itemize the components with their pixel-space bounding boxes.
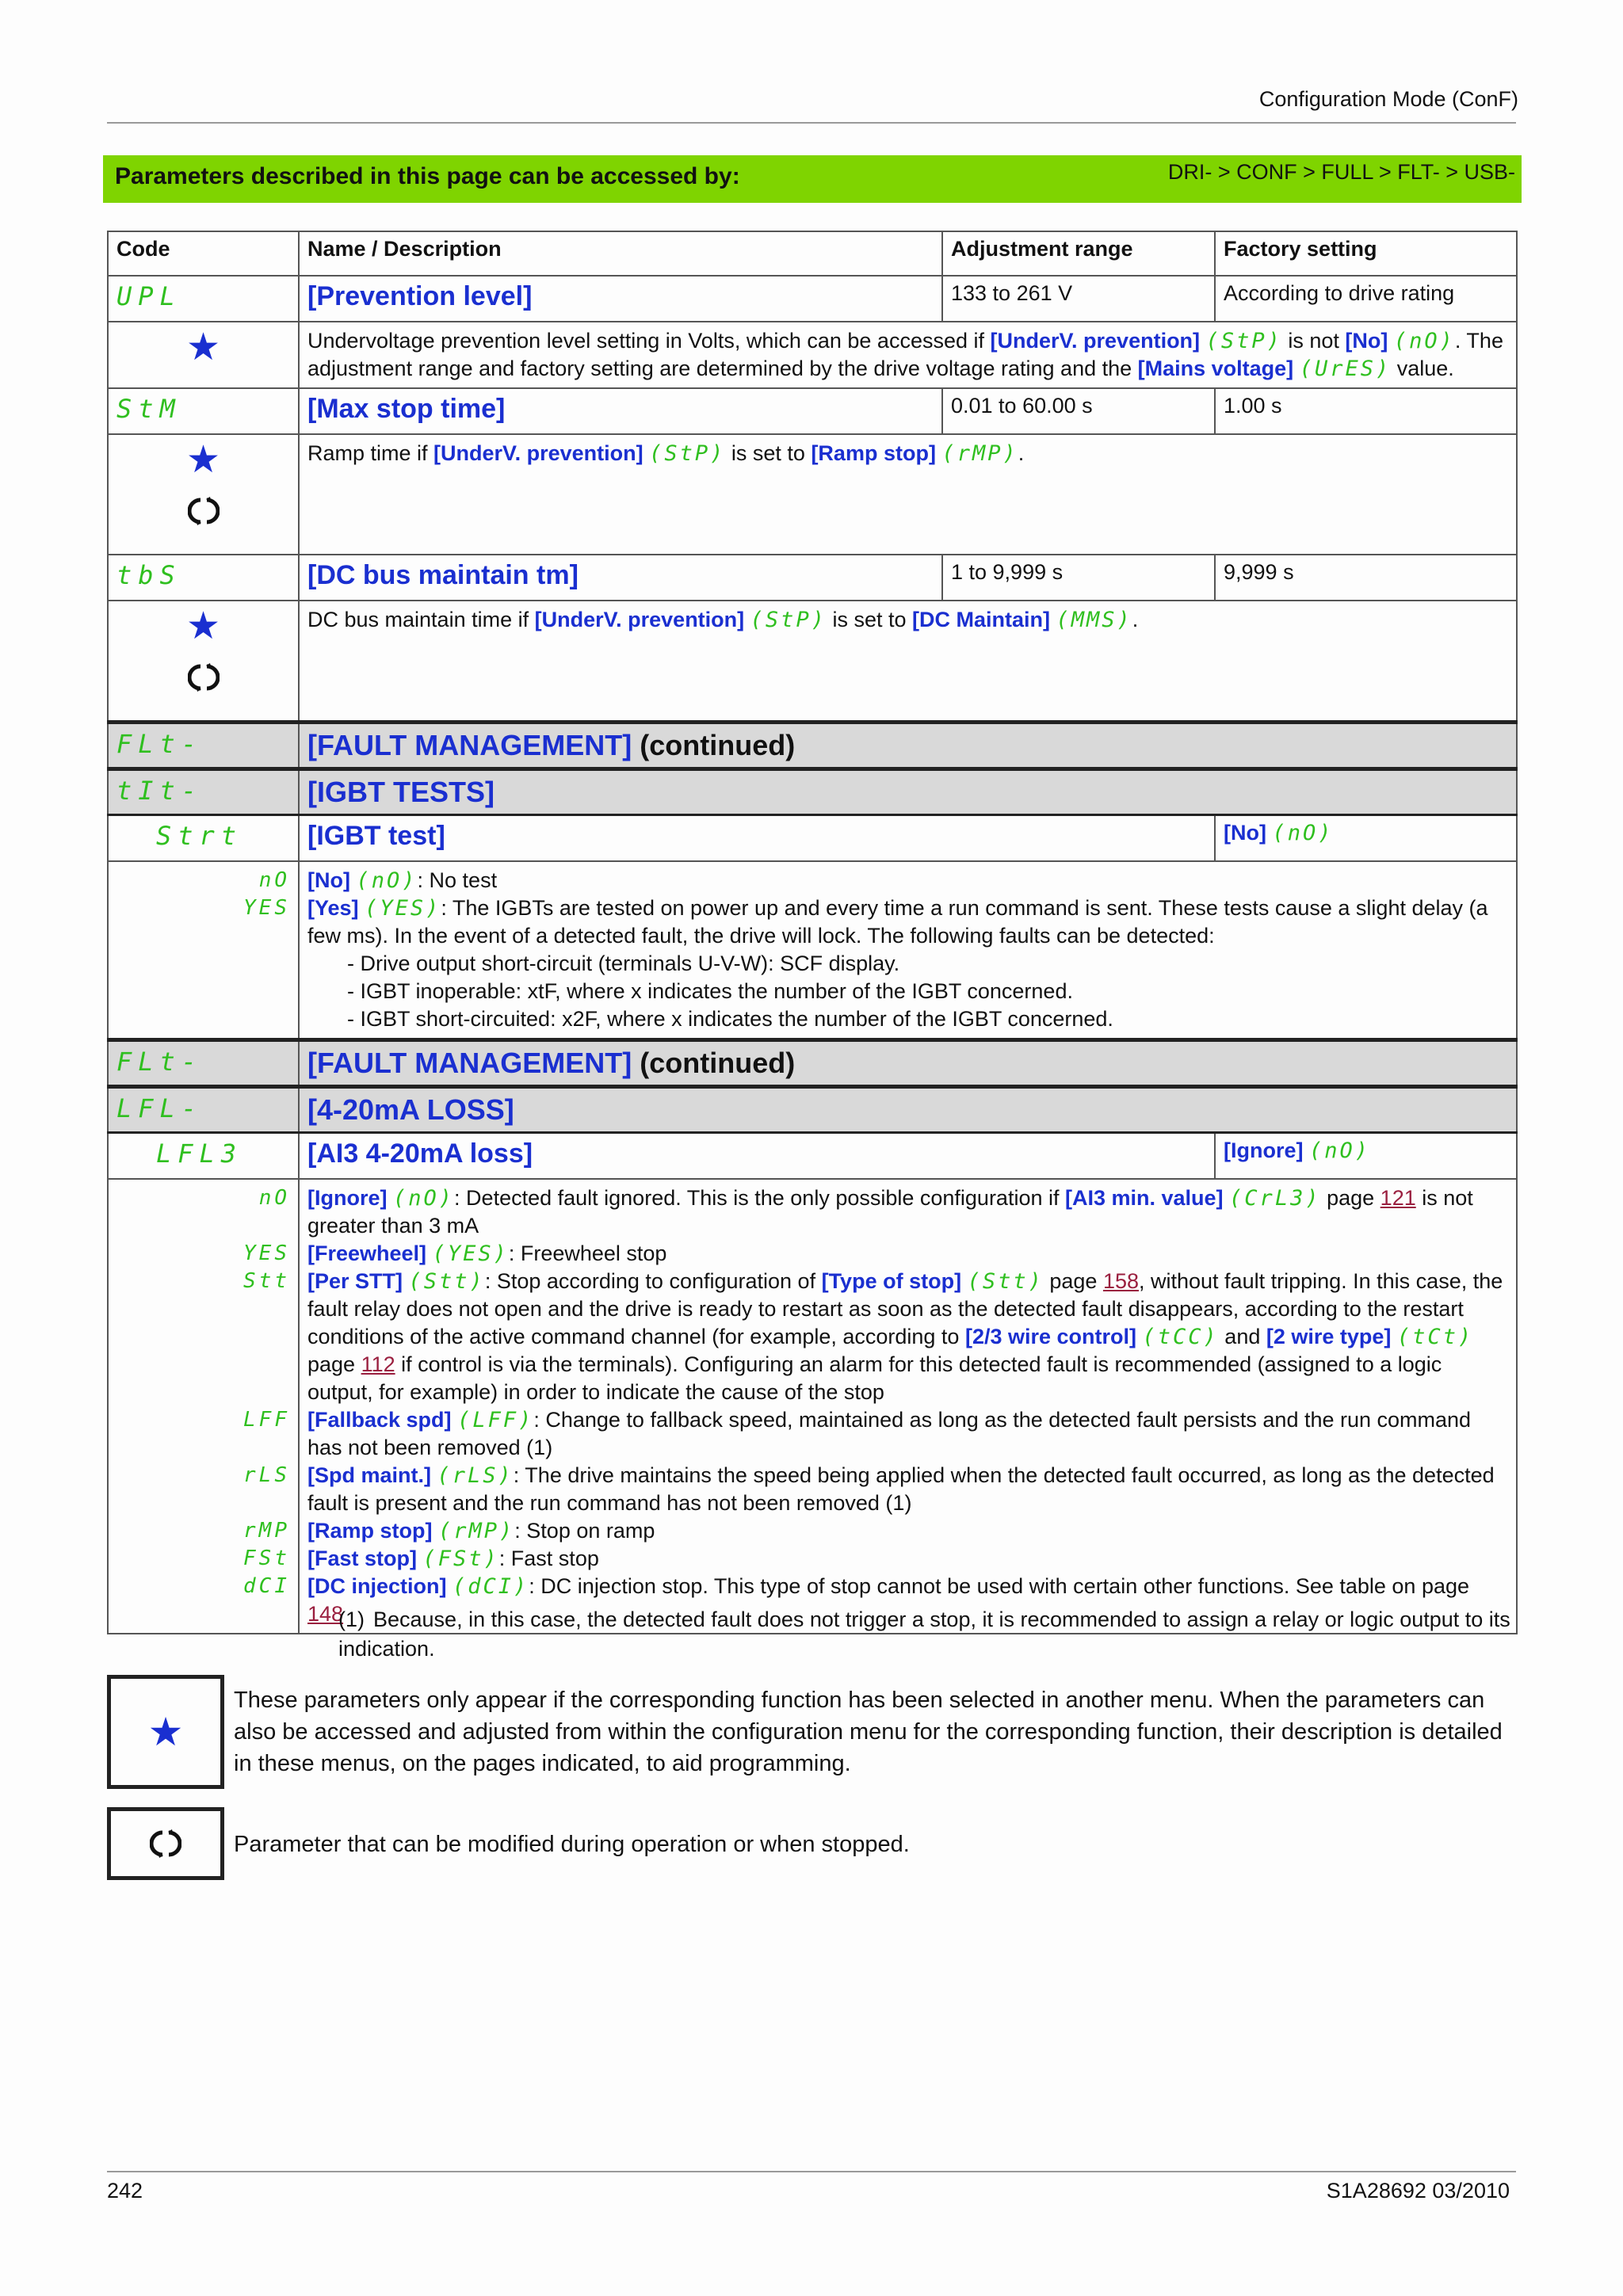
star-legend-text: These parameters only appear if the corresponding function has been selected in another menu. When the parameters can also be accessed and adjusted from within the configuration menu for the corresponding function, their description is detailed in these menus, on the pages indicated, to aid programming. [234, 1688, 1503, 1776]
page-link[interactable]: 148 [307, 1602, 344, 1626]
table-row [108, 388, 1517, 434]
section-code: tIt- [108, 769, 299, 815]
param-name: [Max stop time] [307, 394, 506, 424]
param-description: Undervoltage prevention level setting in Volts, which can be accessed if [UnderV. prevention] (StP) is not [No] (nO). The adjustment range and factory setting are determined by the drive voltage rating and the [Mains voltage] (UrES) value. [299, 322, 1517, 388]
table-row [108, 276, 1517, 322]
access-bar [103, 155, 1522, 203]
star-icon: ★ [185, 605, 221, 647]
section-row: FLt- [FAULT MANAGEMENT] (continued) [108, 723, 1517, 769]
param-range: 1 to 9,999 s [942, 555, 1215, 601]
option-codes: nO YES [108, 861, 299, 1040]
header-rule [107, 122, 1516, 124]
refresh-legend-text: Parameter that can be modified during operation or when stopped. [234, 1832, 910, 1857]
table-header-row [108, 231, 1517, 276]
refresh-icon [116, 662, 290, 699]
footnote: (1) Because, in this case, the detected fault does not trigger a stop, it is recommended to assign a relay or logic output to its indication. [338, 1608, 1510, 1661]
access-label: Parameters described in this page can be accessed by: [115, 163, 740, 189]
param-description: DC bus maintain time if [UnderV. prevention] (StP) is set to [DC Maintain] (MMS). [299, 601, 1517, 723]
star-icon: ★ [185, 326, 221, 368]
param-factory: [No] (nO) [1215, 815, 1517, 862]
table-row [108, 322, 1517, 388]
param-code: StM [108, 388, 299, 434]
section-title: [FAULT MANAGEMENT] [307, 729, 632, 761]
footer-rule [107, 2171, 1516, 2172]
param-factory: According to drive rating [1215, 276, 1517, 322]
table-row [108, 555, 1517, 601]
option-codes: nO YES Stt LFF rLS rMP FSt dCI [108, 1179, 299, 1634]
section-row [108, 1087, 1517, 1133]
param-code: LFL3 [108, 1133, 299, 1180]
page-link[interactable]: 112 [361, 1352, 395, 1376]
param-name: [DC bus maintain tm] [307, 560, 579, 590]
list-item: - Drive output short-circuit (terminals U-V-W): SCF display. [347, 952, 900, 975]
refresh-legend-box [107, 1807, 224, 1880]
section-code: FLt- [108, 1040, 299, 1087]
section-row: FLt- [FAULT MANAGEMENT] (continued) [108, 1040, 1517, 1087]
list-item: - IGBT inoperable: xtF, where x indicates the number of the IGBT concerned. [347, 979, 1073, 1003]
table-row [108, 1179, 1517, 1634]
param-name: [Prevention level] [307, 281, 533, 311]
table-row [108, 815, 1517, 862]
col-code: Code [108, 231, 299, 276]
table-row [108, 434, 1517, 555]
star-legend-box [107, 1675, 224, 1789]
param-factory: 1.00 s [1215, 388, 1517, 434]
parameter-table [107, 231, 1518, 1634]
section-row [108, 769, 1517, 815]
page-number: 242 [107, 2179, 143, 2203]
param-factory: [Ignore] (nO) [1215, 1133, 1517, 1180]
col-range: Adjustment range [942, 231, 1215, 276]
param-name: [IGBT test] [307, 821, 445, 851]
param-description: Ramp time if [UnderV. prevention] (StP) is set to [Ramp stop] (rMP). [299, 434, 1517, 555]
param-code: UPL [108, 276, 299, 322]
refresh-icon [116, 495, 290, 532]
table-row [108, 601, 1517, 723]
param-description: [Ignore] (nO): Detected fault ignored. This is the only possible configuration if [AI3 min. value] (CrL3) page 121 is not greater than 3 mA [Freewheel] (YES): Freewheel stop [Per STT] (Stt): Stop according to configuration of [Type of stop] (Stt) page 158, without fault tripping. In this case, the fault relay does not open and the drive is ready to restart as soon as the detected fault disappears, according to the restart conditions of the active command channel (for example, according to [2/3 wire control] (tCC) and [2 wire type] (tCt) page 112 if control is via the terminals). Configuring an alarm for this detected fault is recommended (assigned to a logic output, for example) in order to indicate the cause of the stop [Fallback spd] (LFF): Change to fallback speed, maintained as long as the detected fault persists and the run command has not been removed (1) [Spd maint.] (rLS): The drive maintains the speed being applied when the detected fault occurred, as long as the detected fault is present and the run command has not been removed (1) [Ramp stop] (rMP): Stop on ramp [Fast stop] (FSt): Fast stop [DC injection] (dCI): DC injection stop. This type of stop cannot be used with certain other functions. See table on page 148 [299, 1179, 1517, 1634]
list-item: - IGBT short-circuited: x2F, where x indicates the number of the IGBT concerned. [347, 1007, 1113, 1031]
param-description: [No] (nO): No test [Yes] (YES): The IGBTs are tested on power up and every time a run command is sent. These tests cause a slight delay (a few ms). In the event of a detected fault, the drive will lock. The following faults can be detected: - Drive output short-circuit (terminals U-V-W): SCF display. - IGBT inoperable: xtF, where x indicates the number of the IGBT concerned. - IGBT short-circuited: x2F, where x indicates the number of the IGBT concerned. [299, 861, 1517, 1040]
star-icon: ★ [185, 439, 221, 481]
section-title: [IGBT TESTS] [307, 776, 495, 808]
col-name: Name / Description [299, 231, 942, 276]
param-range: 133 to 261 V [942, 276, 1215, 322]
section-title: [4-20mA LOSS] [307, 1093, 514, 1126]
section-code: LFL- [108, 1087, 299, 1133]
refresh-icon [150, 1828, 181, 1859]
param-code: tbS [108, 555, 299, 601]
param-factory: 9,999 s [1215, 555, 1517, 601]
param-name: [AI3 4-20mA loss] [307, 1138, 533, 1169]
page-header-title: Configuration Mode (ConF) [1258, 87, 1518, 111]
param-range: 0.01 to 60.00 s [942, 388, 1215, 434]
table-row [108, 861, 1517, 1040]
page-link[interactable]: 158 [1102, 1269, 1139, 1293]
document-code: S1A28692 03/2010 [1326, 2179, 1510, 2203]
table-row [108, 1133, 1517, 1180]
section-title: [FAULT MANAGEMENT] [307, 1047, 632, 1079]
star-icon: ★ [147, 1710, 184, 1754]
access-path: DRI- > CONF > FULL > FLT- > USB- [1167, 160, 1515, 184]
section-code: FLt- [108, 723, 299, 769]
col-factory: Factory setting [1215, 231, 1517, 276]
param-code: Strt [108, 815, 299, 862]
page-link[interactable]: 121 [1380, 1186, 1416, 1210]
